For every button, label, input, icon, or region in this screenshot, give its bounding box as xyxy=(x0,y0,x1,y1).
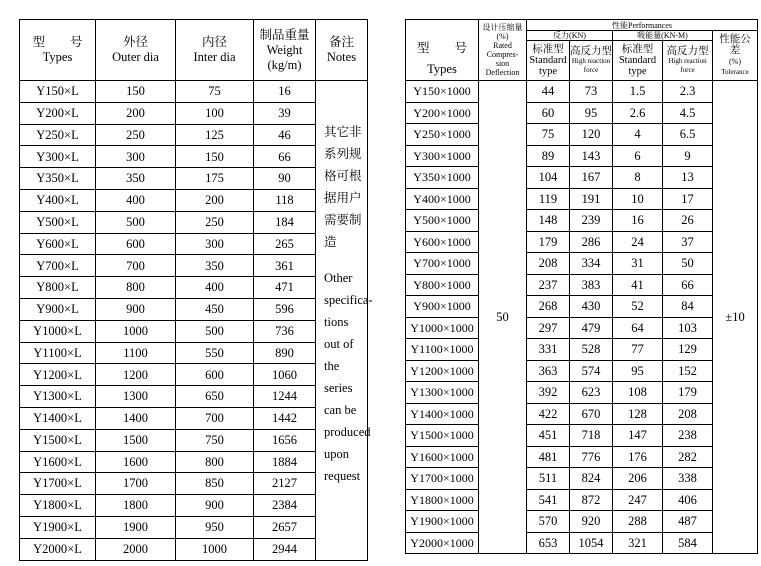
header-weight-cn: 制品重量 xyxy=(259,27,310,42)
cell-r-high: 872 xyxy=(570,489,613,511)
cell-e-high: 238 xyxy=(663,425,713,447)
cell-type: Y1900×1000 xyxy=(406,511,479,533)
cell-r-std: 363 xyxy=(527,360,570,382)
header-deflection-pct: (%) xyxy=(496,32,509,41)
cell-e-std: 64 xyxy=(613,317,663,339)
cell-outer: 2000 xyxy=(96,538,176,560)
table-row xyxy=(406,317,758,339)
table-row xyxy=(20,277,368,299)
cell-type: Y250×1000 xyxy=(406,124,479,146)
table-row xyxy=(406,425,758,447)
cell-e-high: 152 xyxy=(663,360,713,382)
cell-e-std: 6 xyxy=(613,145,663,167)
cell-r-high: 239 xyxy=(570,210,613,232)
cell-type: Y1400×1000 xyxy=(406,403,479,425)
cell-type: Y200×1000 xyxy=(406,102,479,124)
header-tolerance-cn: 性能公差 xyxy=(719,33,751,56)
header-deflection-en: Rated Compres- sion Deflection xyxy=(485,41,520,77)
cell-type: Y1000×L xyxy=(20,320,96,342)
cell-type: Y2000×L xyxy=(20,538,96,560)
dimensions-table xyxy=(19,19,373,561)
header-weight-en: Weight xyxy=(266,42,303,57)
notes-cn: 其它非系列规格可根据用户需要制造 xyxy=(324,125,362,249)
cell-r-high: 73 xyxy=(570,81,613,103)
table-row xyxy=(20,429,368,451)
cell-e-high: 37 xyxy=(663,231,713,253)
cell-e-high: 208 xyxy=(663,403,713,425)
cell-type: Y150×1000 xyxy=(406,81,479,103)
cell-type: Y1300×1000 xyxy=(406,382,479,404)
cell-r-high: 479 xyxy=(570,317,613,339)
cell-type: Y900×L xyxy=(20,298,96,320)
cell-inner: 400 xyxy=(176,277,254,299)
cell-weight: 1656 xyxy=(254,429,316,451)
cell-outer: 500 xyxy=(96,211,176,233)
cell-inner: 250 xyxy=(176,211,254,233)
cell-type: Y1200×1000 xyxy=(406,360,479,382)
cell-r-high: 430 xyxy=(570,296,613,318)
cell-type: Y800×L xyxy=(20,277,96,299)
cell-weight: 184 xyxy=(254,211,316,233)
cell-e-high: 282 xyxy=(663,446,713,468)
cell-weight: 39 xyxy=(254,102,316,124)
cell-r-high: 383 xyxy=(570,274,613,296)
table-row xyxy=(406,468,758,490)
cell-type: Y1800×L xyxy=(20,495,96,517)
cell-r-high: 286 xyxy=(570,231,613,253)
header-notes-en: Notes xyxy=(326,50,357,64)
cell-type: Y1300×L xyxy=(20,386,96,408)
cell-inner: 850 xyxy=(176,473,254,495)
table-row xyxy=(406,511,758,533)
cell-type: Y1000×1000 xyxy=(406,317,479,339)
header-standard-cn: 标准型 xyxy=(621,44,654,55)
cell-outer: 600 xyxy=(96,233,176,255)
cell-outer: 1000 xyxy=(96,320,176,342)
table-row xyxy=(406,210,758,232)
cell-type: Y250×L xyxy=(20,124,96,146)
cell-e-std: 206 xyxy=(613,468,663,490)
cell-inner: 900 xyxy=(176,495,254,517)
cell-e-high: 2.3 xyxy=(663,81,713,103)
table-row xyxy=(20,298,368,320)
cell-type: Y1100×1000 xyxy=(406,339,479,361)
table-row xyxy=(20,102,368,124)
cell-inner: 350 xyxy=(176,255,254,277)
cell-outer: 1600 xyxy=(96,451,176,473)
table-row xyxy=(406,253,758,275)
header-reaction-standard xyxy=(527,41,570,81)
cell-type: Y400×L xyxy=(20,189,96,211)
cell-type: Y600×1000 xyxy=(406,231,479,253)
table-row xyxy=(406,382,758,404)
cell-r-std: 89 xyxy=(527,145,570,167)
cell-outer: 700 xyxy=(96,255,176,277)
cell-r-std: 179 xyxy=(527,231,570,253)
cell-outer: 400 xyxy=(96,189,176,211)
cell-r-std: 541 xyxy=(527,489,570,511)
cell-type: Y1900×L xyxy=(20,516,96,538)
cell-r-std: 268 xyxy=(527,296,570,318)
cell-r-std: 208 xyxy=(527,253,570,275)
cell-weight: 2657 xyxy=(254,516,316,538)
table-row xyxy=(20,364,368,386)
cell-weight: 736 xyxy=(254,320,316,342)
cell-e-high: 338 xyxy=(663,468,713,490)
cell-r-high: 1054 xyxy=(570,532,613,554)
cell-r-high: 191 xyxy=(570,188,613,210)
cell-type: Y1800×1000 xyxy=(406,489,479,511)
cell-type: Y150×L xyxy=(20,81,96,103)
cell-r-high: 528 xyxy=(570,339,613,361)
cell-r-std: 104 xyxy=(527,167,570,189)
header-weight xyxy=(254,20,316,81)
cell-inner: 1000 xyxy=(176,538,254,560)
cell-type: Y1700×L xyxy=(20,473,96,495)
cell-outer: 300 xyxy=(96,146,176,168)
table-row xyxy=(20,320,368,342)
header-type-en: Types xyxy=(42,50,73,64)
table-row xyxy=(20,233,368,255)
cell-r-high: 574 xyxy=(570,360,613,382)
table-row xyxy=(406,274,758,296)
header-tolerance-en: Tolerance xyxy=(721,67,749,76)
header-tolerance xyxy=(713,31,758,81)
table-row xyxy=(20,81,368,103)
cell-type: Y800×1000 xyxy=(406,274,479,296)
cell-e-std: 52 xyxy=(613,296,663,318)
cell-type: Y1600×L xyxy=(20,451,96,473)
header-high-en: High reaction force xyxy=(571,57,611,74)
cell-outer: 800 xyxy=(96,277,176,299)
cell-weight: 265 xyxy=(254,233,316,255)
cell-weight: 66 xyxy=(254,146,316,168)
table-row xyxy=(406,532,758,554)
table-row xyxy=(20,189,368,211)
cell-weight: 2384 xyxy=(254,495,316,517)
notes-en: Other specifica- tions out of the series can be produced upon request xyxy=(324,271,373,483)
cell-r-high: 824 xyxy=(570,468,613,490)
cell-r-high: 776 xyxy=(570,446,613,468)
cell-r-std: 44 xyxy=(527,81,570,103)
cell-type: Y300×L xyxy=(20,146,96,168)
table-row xyxy=(406,489,758,511)
cell-inner: 650 xyxy=(176,386,254,408)
cell-inner: 600 xyxy=(176,364,254,386)
cell-inner: 150 xyxy=(176,146,254,168)
cell-type: Y700×L xyxy=(20,255,96,277)
cell-e-std: 128 xyxy=(613,403,663,425)
cell-type: Y200×L xyxy=(20,102,96,124)
table-row xyxy=(406,81,758,103)
cell-weight: 890 xyxy=(254,342,316,364)
cell-weight: 596 xyxy=(254,298,316,320)
table-row xyxy=(20,407,368,429)
header-type-cn: 型 号 xyxy=(416,41,467,55)
cell-outer: 150 xyxy=(96,81,176,103)
cell-r-std: 511 xyxy=(527,468,570,490)
header-energy-standard xyxy=(613,41,663,81)
cell-r-std: 331 xyxy=(527,339,570,361)
cell-e-high: 103 xyxy=(663,317,713,339)
header-standard-en: Standard type xyxy=(529,55,567,77)
cell-outer: 1500 xyxy=(96,429,176,451)
cell-e-std: 2.6 xyxy=(613,102,663,124)
cell-inner: 700 xyxy=(176,407,254,429)
cell-type: Y1500×L xyxy=(20,429,96,451)
table-row xyxy=(20,516,368,538)
cell-r-std: 119 xyxy=(527,188,570,210)
cell-r-high: 95 xyxy=(570,102,613,124)
header-weight-unit: (kg/m) xyxy=(267,57,302,72)
header-outer-cn: 外径 xyxy=(122,35,148,49)
cell-e-high: 17 xyxy=(663,188,713,210)
cell-inner: 75 xyxy=(176,81,254,103)
table-row xyxy=(20,342,368,364)
cell-e-high: 179 xyxy=(663,382,713,404)
table-row xyxy=(406,360,758,382)
cell-e-high: 84 xyxy=(663,296,713,318)
table-row xyxy=(406,403,758,425)
cell-e-std: 31 xyxy=(613,253,663,275)
cell-weight: 1442 xyxy=(254,407,316,429)
header-high-cn: 高反力型 xyxy=(666,46,709,57)
cell-type: Y2000×1000 xyxy=(406,532,479,554)
cell-e-std: 4 xyxy=(613,124,663,146)
cell-outer: 250 xyxy=(96,124,176,146)
cell-e-high: 129 xyxy=(663,339,713,361)
cell-r-high: 623 xyxy=(570,382,613,404)
table-row xyxy=(406,296,758,318)
table-row xyxy=(406,339,758,361)
cell-outer: 1700 xyxy=(96,473,176,495)
cell-type: Y400×1000 xyxy=(406,188,479,210)
cell-e-std: 41 xyxy=(613,274,663,296)
cell-e-high: 6.5 xyxy=(663,124,713,146)
deflection-value: 50 xyxy=(479,81,527,554)
cell-r-std: 297 xyxy=(527,317,570,339)
cell-r-std: 570 xyxy=(527,511,570,533)
cell-inner: 950 xyxy=(176,516,254,538)
header-inner-dia xyxy=(176,20,254,81)
header-standard-cn: 标准型 xyxy=(532,44,564,55)
cell-r-std: 237 xyxy=(527,274,570,296)
header-energy: 吸能量(KN-M) xyxy=(613,31,713,41)
table-row xyxy=(406,145,758,167)
table-row xyxy=(20,451,368,473)
cell-type: Y500×1000 xyxy=(406,210,479,232)
cell-e-std: 108 xyxy=(613,382,663,404)
table-row xyxy=(406,188,758,210)
cell-type: Y300×1000 xyxy=(406,145,479,167)
header-inner-cn: 内径 xyxy=(201,35,227,49)
cell-weight: 118 xyxy=(254,189,316,211)
header-notes xyxy=(316,20,368,81)
header-type-en: Types xyxy=(427,62,457,76)
header-deflection-cn: 设计压缩量 xyxy=(482,23,523,32)
cell-e-high: 406 xyxy=(663,489,713,511)
header-type-cn: 型 号 xyxy=(32,35,83,49)
cell-r-high: 718 xyxy=(570,425,613,447)
cell-weight: 46 xyxy=(254,124,316,146)
cell-outer: 900 xyxy=(96,298,176,320)
header-inner-en: Inter dia xyxy=(193,50,236,64)
cell-e-high: 4.5 xyxy=(663,102,713,124)
cell-type: Y1400×L xyxy=(20,407,96,429)
cell-outer: 1100 xyxy=(96,342,176,364)
cell-inner: 200 xyxy=(176,189,254,211)
cell-inner: 800 xyxy=(176,451,254,473)
cell-r-high: 334 xyxy=(570,253,613,275)
cell-e-high: 50 xyxy=(663,253,713,275)
cell-r-std: 422 xyxy=(527,403,570,425)
table-row xyxy=(20,124,368,146)
header-high-en: High reaction force xyxy=(668,57,707,74)
table-row xyxy=(20,255,368,277)
table-row xyxy=(406,231,758,253)
table-row xyxy=(406,167,758,189)
cell-r-std: 653 xyxy=(527,532,570,554)
cell-inner: 300 xyxy=(176,233,254,255)
cell-type: Y1100×L xyxy=(20,342,96,364)
cell-type: Y350×L xyxy=(20,168,96,190)
cell-r-high: 670 xyxy=(570,403,613,425)
table-row xyxy=(20,146,368,168)
table-row xyxy=(20,473,368,495)
cell-type: Y350×1000 xyxy=(406,167,479,189)
cell-type: Y1200×L xyxy=(20,364,96,386)
table-row xyxy=(20,386,368,408)
table-row xyxy=(20,495,368,517)
cell-e-std: 24 xyxy=(613,231,663,253)
header-high-cn: 高反力型 xyxy=(570,46,612,57)
cell-e-std: 8 xyxy=(613,167,663,189)
table-row xyxy=(20,211,368,233)
cell-inner: 750 xyxy=(176,429,254,451)
cell-r-high: 120 xyxy=(570,124,613,146)
cell-outer: 1800 xyxy=(96,495,176,517)
cell-e-std: 77 xyxy=(613,339,663,361)
cell-outer: 200 xyxy=(96,102,176,124)
cell-type: Y1600×1000 xyxy=(406,446,479,468)
cell-weight: 1060 xyxy=(254,364,316,386)
cell-weight: 1884 xyxy=(254,451,316,473)
cell-outer: 1300 xyxy=(96,386,176,408)
performance-table xyxy=(405,19,758,554)
table-row xyxy=(406,446,758,468)
cell-weight: 361 xyxy=(254,255,316,277)
cell-e-std: 321 xyxy=(613,532,663,554)
cell-type: Y1500×1000 xyxy=(406,425,479,447)
cell-type: Y1700×1000 xyxy=(406,468,479,490)
cell-r-std: 392 xyxy=(527,382,570,404)
cell-e-std: 288 xyxy=(613,511,663,533)
header-outer-dia xyxy=(96,20,176,81)
header-deflection xyxy=(479,20,527,81)
cell-type: Y900×1000 xyxy=(406,296,479,318)
header-outer-en: Outer dia xyxy=(112,50,159,64)
cell-r-high: 143 xyxy=(570,145,613,167)
cell-outer: 350 xyxy=(96,168,176,190)
table-row xyxy=(406,102,758,124)
header-notes-cn: 备注 xyxy=(328,35,354,49)
header-tolerance-unit: (%) xyxy=(729,56,742,66)
cell-e-std: 1.5 xyxy=(613,81,663,103)
cell-inner: 450 xyxy=(176,298,254,320)
cell-r-std: 451 xyxy=(527,425,570,447)
header-performances: 性能Performances xyxy=(527,20,758,31)
cell-inner: 500 xyxy=(176,320,254,342)
header-type xyxy=(20,20,96,81)
cell-type: Y500×L xyxy=(20,211,96,233)
cell-r-std: 60 xyxy=(527,102,570,124)
cell-weight: 16 xyxy=(254,81,316,103)
cell-inner: 550 xyxy=(176,342,254,364)
cell-e-high: 13 xyxy=(663,167,713,189)
header-energy-high xyxy=(663,41,713,81)
notes-cell xyxy=(316,81,373,561)
cell-r-std: 75 xyxy=(527,124,570,146)
cell-r-std: 481 xyxy=(527,446,570,468)
cell-type: Y700×1000 xyxy=(406,253,479,275)
cell-weight: 471 xyxy=(254,277,316,299)
header-type xyxy=(406,20,479,81)
cell-e-std: 95 xyxy=(613,360,663,382)
cell-inner: 100 xyxy=(176,102,254,124)
header-reaction: 反力(KN) xyxy=(527,31,613,41)
header-standard-en: Standard type xyxy=(618,55,657,77)
cell-e-std: 176 xyxy=(613,446,663,468)
cell-weight: 2944 xyxy=(254,538,316,560)
cell-e-std: 10 xyxy=(613,188,663,210)
tolerance-value: ±10 xyxy=(713,81,758,554)
cell-e-high: 9 xyxy=(663,145,713,167)
cell-weight: 1244 xyxy=(254,386,316,408)
cell-e-std: 147 xyxy=(613,425,663,447)
table-row xyxy=(20,538,368,560)
cell-type: Y600×L xyxy=(20,233,96,255)
cell-outer: 1900 xyxy=(96,516,176,538)
cell-e-high: 584 xyxy=(663,532,713,554)
cell-outer: 1400 xyxy=(96,407,176,429)
cell-inner: 125 xyxy=(176,124,254,146)
cell-e-std: 247 xyxy=(613,489,663,511)
cell-weight: 90 xyxy=(254,168,316,190)
cell-inner: 175 xyxy=(176,168,254,190)
cell-e-std: 16 xyxy=(613,210,663,232)
cell-r-high: 920 xyxy=(570,511,613,533)
cell-r-std: 148 xyxy=(527,210,570,232)
table-row xyxy=(20,168,368,190)
table-row xyxy=(406,124,758,146)
cell-r-high: 167 xyxy=(570,167,613,189)
cell-e-high: 487 xyxy=(663,511,713,533)
cell-outer: 1200 xyxy=(96,364,176,386)
cell-e-high: 26 xyxy=(663,210,713,232)
header-reaction-high xyxy=(570,41,613,81)
cell-e-high: 66 xyxy=(663,274,713,296)
cell-weight: 2127 xyxy=(254,473,316,495)
